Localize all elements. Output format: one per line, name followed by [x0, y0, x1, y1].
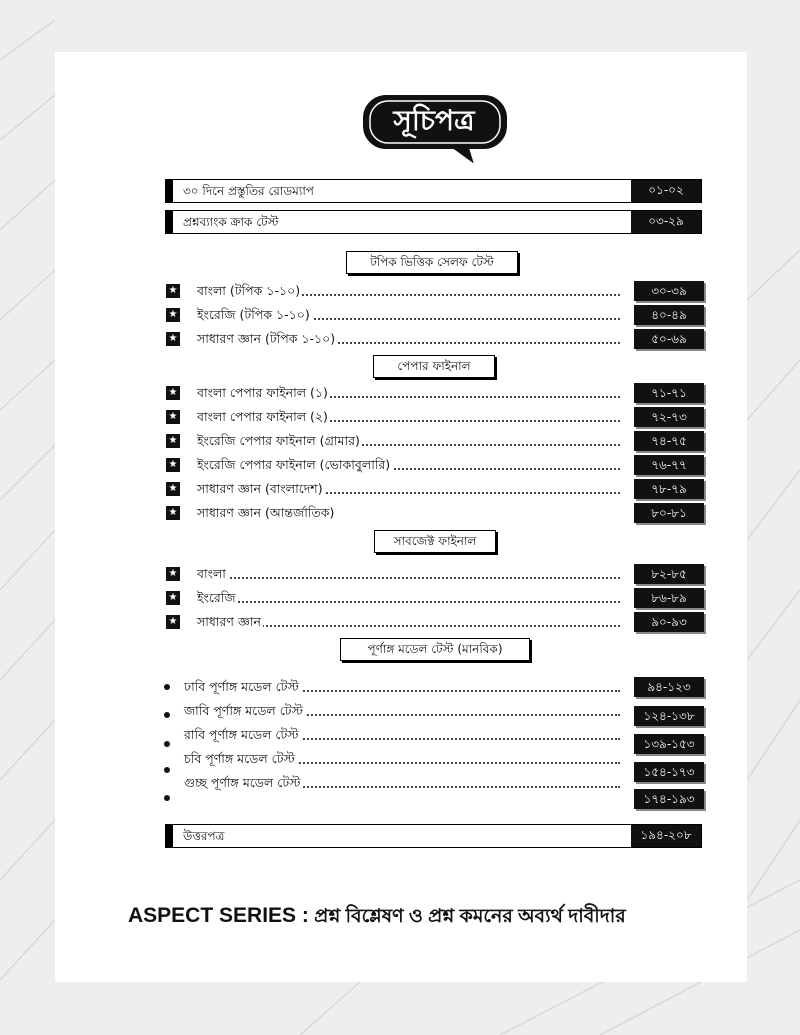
- page-range: ৯৪-১২৩: [634, 677, 704, 697]
- list-item[interactable]: [164, 677, 704, 697]
- item-label: বাংলা পেপার ফাইনাল (২): [197, 409, 328, 424]
- star-icon: ★: [166, 591, 180, 605]
- item-label: জাবি পূর্ণাঙ্গ মডেল টেস্ট: [184, 703, 303, 718]
- list-item[interactable]: [164, 701, 704, 721]
- toc-bar-label: প্রশ্নব্যাংক ক্রাক টেস্ট: [183, 215, 279, 229]
- toc-bar-roadmap[interactable]: [165, 179, 702, 203]
- toc-bar-label: ৩০ দিনে প্রস্তুতির রোডম্যাপ: [183, 184, 314, 198]
- star-icon: ★: [166, 434, 180, 448]
- item-label: ইংরেজি পেপার ফাইনাল (ভোকাবুলারি): [197, 457, 391, 472]
- item-label: ইংরেজি: [197, 590, 236, 605]
- bullet-icon: [164, 741, 170, 747]
- item-label: সাধারণ জ্ঞান: [197, 614, 261, 629]
- star-icon: ★: [166, 506, 180, 520]
- list-item[interactable]: [164, 773, 704, 806]
- star-icon: ★: [166, 386, 180, 400]
- list-item[interactable]: [164, 305, 704, 325]
- page-range: ১৫৪-১৭৩: [634, 762, 704, 782]
- item-label: গুচ্ছ পূর্ণাঙ্গ মডেল টেস্ট: [184, 775, 301, 790]
- dot-leader: [197, 601, 620, 603]
- toc-bar-label: উত্তরপত্র: [183, 829, 225, 843]
- item-label: ইংরেজি (টপিক ১-১০): [197, 307, 310, 322]
- page-range: ৮০-৮১: [634, 503, 704, 523]
- toc-bar-answer-sheet[interactable]: [165, 824, 702, 848]
- list-item[interactable]: [164, 503, 704, 523]
- section-heading-subject-final: সাবজেক্ট ফাইনাল: [374, 530, 496, 553]
- page-range: ৯০-৯৩: [634, 612, 704, 632]
- section-heading-paper-final: পেপার ফাইনাল: [373, 355, 495, 378]
- item-label: সাধারণ জ্ঞান (টপিক ১-১০): [197, 331, 336, 346]
- page-range: ৭৮-৭৯: [634, 479, 704, 499]
- list-item[interactable]: [164, 749, 704, 779]
- page-range: ৮২-৮৫: [634, 564, 704, 584]
- list-item[interactable]: [164, 407, 704, 427]
- list-item[interactable]: [164, 383, 704, 403]
- star-icon: ★: [166, 308, 180, 322]
- toc-bar-question-bank[interactable]: [165, 210, 702, 234]
- item-label: ঢাবি পূর্ণাঙ্গ মডেল টেস্ট: [184, 679, 299, 694]
- page-range: ৭২-৭৩: [634, 407, 704, 427]
- title-badge: [360, 93, 510, 163]
- item-label: সাধারণ জ্ঞান (বাংলাদেশ): [197, 481, 323, 496]
- star-icon: ★: [166, 458, 180, 472]
- list-item[interactable]: [164, 479, 704, 499]
- star-icon: ★: [166, 332, 180, 346]
- page-range: ১৩৯-১৫৩: [634, 734, 704, 754]
- star-icon: ★: [166, 284, 180, 298]
- tagline-text: প্রশ্ন বিশ্লেষণ ও প্রশ্ন কমনের অব্যর্থ দাবীদার: [314, 906, 626, 927]
- toc-bar-pages: ০৩-২৯: [631, 211, 701, 233]
- page-range: ৭৬-৭৭: [634, 455, 704, 475]
- bullet-icon: [164, 712, 170, 718]
- list-item[interactable]: [164, 588, 704, 608]
- dot-leader: [197, 577, 620, 579]
- footer-tagline: [128, 902, 748, 931]
- star-icon: ★: [166, 482, 180, 496]
- bullet-icon: [164, 684, 170, 690]
- page-title: সূচিপত্র: [393, 104, 475, 137]
- star-icon: ★: [166, 410, 180, 424]
- page-range: ৭১-৭১: [634, 383, 704, 403]
- list-item[interactable]: [164, 612, 704, 632]
- item-label: ইংরেজি পেপার ফাইনাল (গ্রামার): [197, 433, 360, 448]
- list-item[interactable]: [164, 431, 704, 451]
- list-item[interactable]: [164, 329, 704, 349]
- page-range: ৩০-৩৯: [634, 281, 704, 301]
- page-range: ৫০-৬৯: [634, 329, 704, 349]
- star-icon: ★: [166, 615, 180, 629]
- bullet-icon: [164, 795, 170, 801]
- star-icon: ★: [166, 567, 180, 581]
- page-range: ৮৬-৮৯: [634, 588, 704, 608]
- toc-bar-pages: ১৯৪-২০৮: [631, 825, 701, 847]
- page-range: ৭৪-৭৫: [634, 431, 704, 451]
- item-label: বাংলা (টপিক ১-১০): [197, 283, 301, 298]
- section-heading-full-model-test: পূর্ণাঙ্গ মডেল টেস্ট (মানবিক): [340, 638, 530, 661]
- page-range: ১২৪-১৩৮: [634, 706, 704, 726]
- page-range: ১৭৪-১৯৩: [634, 789, 704, 809]
- series-name: ASPECT SERIES :: [128, 904, 309, 927]
- item-label: বাংলা: [197, 566, 226, 581]
- list-item[interactable]: [164, 564, 704, 584]
- item-label: চবি পূর্ণাঙ্গ মডেল টেস্ট: [184, 751, 295, 766]
- list-item[interactable]: [164, 725, 704, 751]
- toc-bar-pages: ০১-০২: [631, 180, 701, 202]
- section-heading-topic-self-test: টপিক ভিত্তিক সেলফ টেস্ট: [346, 251, 518, 274]
- list-item[interactable]: [164, 455, 704, 475]
- item-label: সাধারণ জ্ঞান (আন্তর্জাতিক): [197, 505, 335, 520]
- item-label: বাংলা পেপার ফাইনাল (১): [197, 385, 328, 400]
- page-range: ৪০-৪৯: [634, 305, 704, 325]
- item-label: রাবি পূর্ণাঙ্গ মডেল টেস্ট: [184, 727, 299, 742]
- list-item[interactable]: [164, 281, 704, 301]
